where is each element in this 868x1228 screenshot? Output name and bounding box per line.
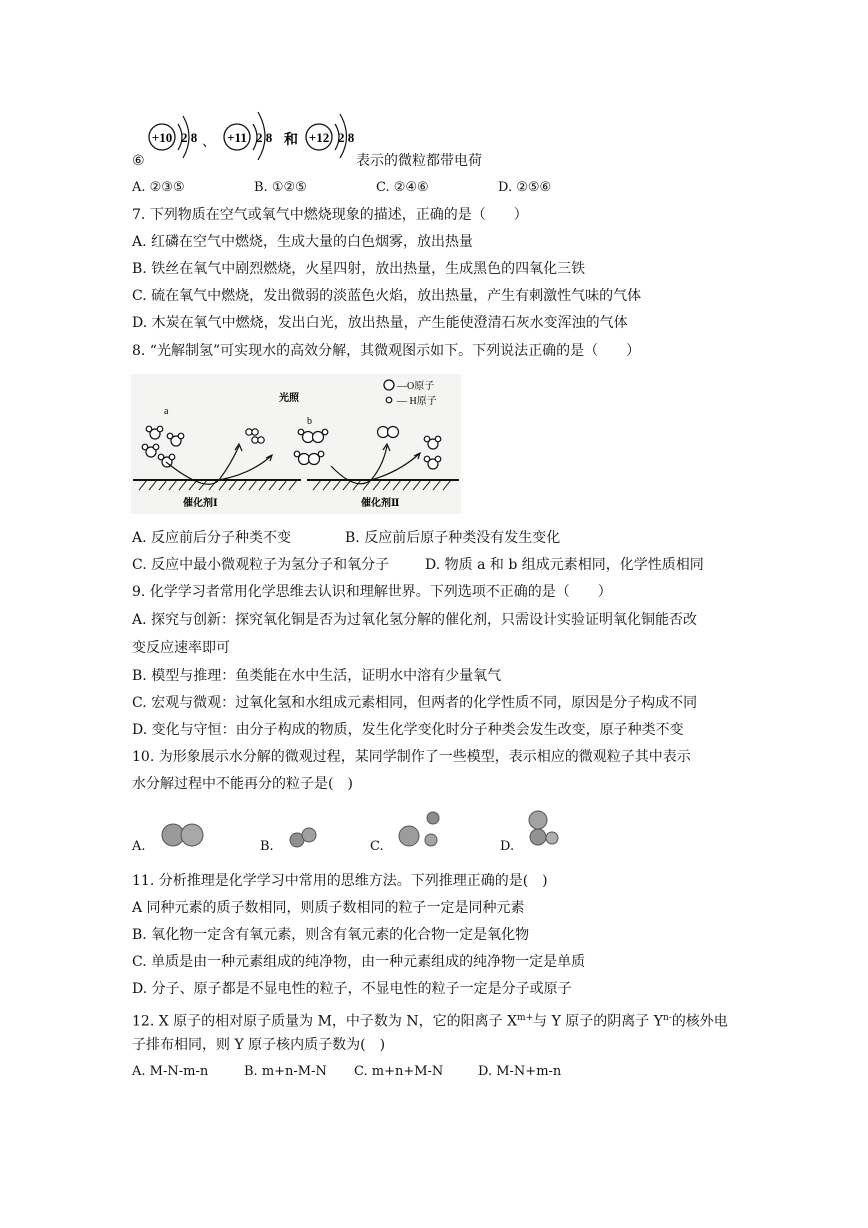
- atom-structure-3: [306, 114, 355, 158]
- q10-stem-line2: 水分解过程中不能再分的粒子是( ): [132, 776, 353, 792]
- q6-item-number: ⑥: [132, 153, 145, 169]
- q6-option-b[interactable]: B. ①②⑤: [254, 180, 307, 195]
- q12-option-a[interactable]: A. M-N-m-n: [132, 1064, 209, 1079]
- legend-h-label: — H原子: [397, 396, 437, 407]
- model-c-icon: [394, 810, 444, 852]
- q11-option-b[interactable]: B. 氧化物一定含有氧元素，则含有氧元素的化合物一定是氧化物: [132, 927, 530, 943]
- legend-o-label: —O原子: [397, 381, 435, 392]
- catalyst-1-label: 催化剂Ⅰ: [183, 498, 218, 509]
- shell-electrons-3: 2 8: [338, 130, 355, 145]
- q7-option-b[interactable]: B. 铁丝在氧气中剧烈燃烧，火星四射，放出热量，生成黑色的四氧化三铁: [132, 261, 586, 277]
- q12-option-d[interactable]: D. M-N+m-n: [478, 1064, 562, 1079]
- q12-stem-line2: 子排布相同，则 Y 原子核内质子数为( ): [132, 1037, 386, 1053]
- atom-structure-1: [149, 116, 198, 158]
- q6-tail-text: 表示的微粒都带电荷: [356, 153, 482, 169]
- q10-stem-line1: 10. 为形象展示水分解的微观过程，某同学制作了一些模型，表示相应的微观粒子其中表示: [132, 749, 691, 765]
- nucleus-label-2: +11: [227, 130, 247, 145]
- q8-option-c[interactable]: C. 反应中最小微观粒子为氢分子和氧分子: [132, 557, 390, 573]
- label-b: b: [307, 416, 312, 427]
- q12-stem-part-c: 的核外电: [671, 1013, 728, 1030]
- separator-mark: 、: [202, 135, 216, 150]
- shell-electrons-1: 2 8: [181, 130, 198, 145]
- light-label: 光照: [279, 393, 299, 404]
- q9-option-c[interactable]: C. 宏观与微观：过氧化氢和水组成元素相同，但两者的化学性质不同，原因是分子构成不同: [132, 695, 698, 711]
- shell-electrons-2: 2 8: [256, 130, 273, 145]
- q6-option-d[interactable]: D. ②⑤⑥: [498, 180, 552, 195]
- nucleus-label-1: +10: [151, 130, 173, 145]
- q12-stem-part-a: 12. X 原子的相对原子质量为 M，中子数为 N，它的阳离子 X: [132, 1013, 518, 1030]
- legend-h-atom-icon: [386, 397, 392, 403]
- label-a: a: [164, 406, 169, 417]
- q7-option-a[interactable]: A. 红磷在空气中燃烧，生成大量的白色烟雾，放出热量: [132, 234, 474, 250]
- q10-option-c[interactable]: C.: [370, 839, 384, 854]
- q12-option-b[interactable]: B. m+n-M-N: [244, 1064, 327, 1079]
- q8-option-d[interactable]: D. 物质 a 和 b 组成元素相同，化学性质相同: [425, 557, 704, 573]
- model-d-icon: [524, 810, 564, 854]
- q9-option-b[interactable]: B. 模型与推理：鱼类能在水中生活，证明水中溶有少量氧气: [132, 668, 502, 684]
- q12-stem-part-b: 与 Y 原子的阴离子 Y: [533, 1013, 663, 1030]
- and-word: 和: [284, 133, 298, 148]
- catalyst-2-label: 催化剂Ⅱ: [361, 498, 400, 509]
- q7-option-c[interactable]: C. 硫在氧气中燃烧，发出微弱的淡蓝色火焰，放出热量，产生有刺激性气味的气体: [132, 288, 642, 304]
- q8-option-b[interactable]: B. 反应前后原子种类没有发生变化: [345, 530, 561, 546]
- q9-option-a[interactable]: A. 探究与创新：探究氧化铜是否为过氧化氢分解的催化剂，只需设计实验证明氧化铜能否改: [132, 612, 698, 628]
- q12-stem-line1: [132, 1009, 728, 1031]
- atom-structure-2: [224, 112, 273, 160]
- q9-option-d[interactable]: D. 变化与守恒：由分子构成的物质，发生化学变化时分子种类会发生改变，原子种类不变: [132, 722, 684, 738]
- q11-option-d[interactable]: D. 分子、原子都是不显电性的粒子，不显电性的粒子一定是分子或原子: [132, 981, 572, 997]
- q6-option-c[interactable]: C. ②④⑥: [376, 180, 429, 195]
- q12-y-charge: n-: [662, 1013, 672, 1023]
- atomic-structure-diagrams: [140, 104, 370, 160]
- q8-option-a[interactable]: A. 反应前后分子种类不变: [132, 530, 292, 546]
- q10-option-d[interactable]: D.: [500, 839, 515, 854]
- q9-stem: 9. 化学学习者常用化学思维去认识和理解世界。下列选项不正确的是（ ）: [132, 584, 612, 600]
- q12-option-c[interactable]: C. m+n+M-N: [354, 1064, 444, 1079]
- legend-o-atom-icon: [384, 380, 394, 390]
- q12-x-charge: m+: [517, 1013, 534, 1023]
- q11-option-a[interactable]: A 同种元素的质子数相同，则质子数相同的粒子一定是同种元素: [132, 900, 525, 916]
- nucleus-label-3: +12: [308, 130, 330, 145]
- model-a-icon: [156, 818, 216, 852]
- q9-option-a-cont: 变反应速率即可: [132, 640, 230, 656]
- q10-option-a[interactable]: A.: [132, 839, 146, 854]
- photolysis-figure: [131, 374, 461, 514]
- q10-option-b[interactable]: B.: [260, 839, 274, 854]
- q8-stem: 8. “光解制氢”可实现水的高效分解，其微观图示如下。下列说法正确的是（ ）: [132, 343, 641, 359]
- q11-stem: 11. 分析推理是化学学习中常用的思维方法。下列推理正确的是( ): [132, 873, 548, 889]
- q6-option-a[interactable]: A. ②③⑤: [132, 180, 185, 195]
- model-b-icon: [284, 822, 324, 852]
- q11-option-c[interactable]: C. 单质是由一种元素组成的纯净物，由一种元素组成的纯净物一定是单质: [132, 954, 586, 970]
- q7-option-d[interactable]: D. 木炭在氧气中燃烧，发出白光，放出热量，产生能使澄清石灰水变浑浊的气体: [132, 315, 628, 331]
- q7-stem: 7. 下列物质在空气或氧气中燃烧现象的描述，正确的是（ ）: [132, 207, 528, 223]
